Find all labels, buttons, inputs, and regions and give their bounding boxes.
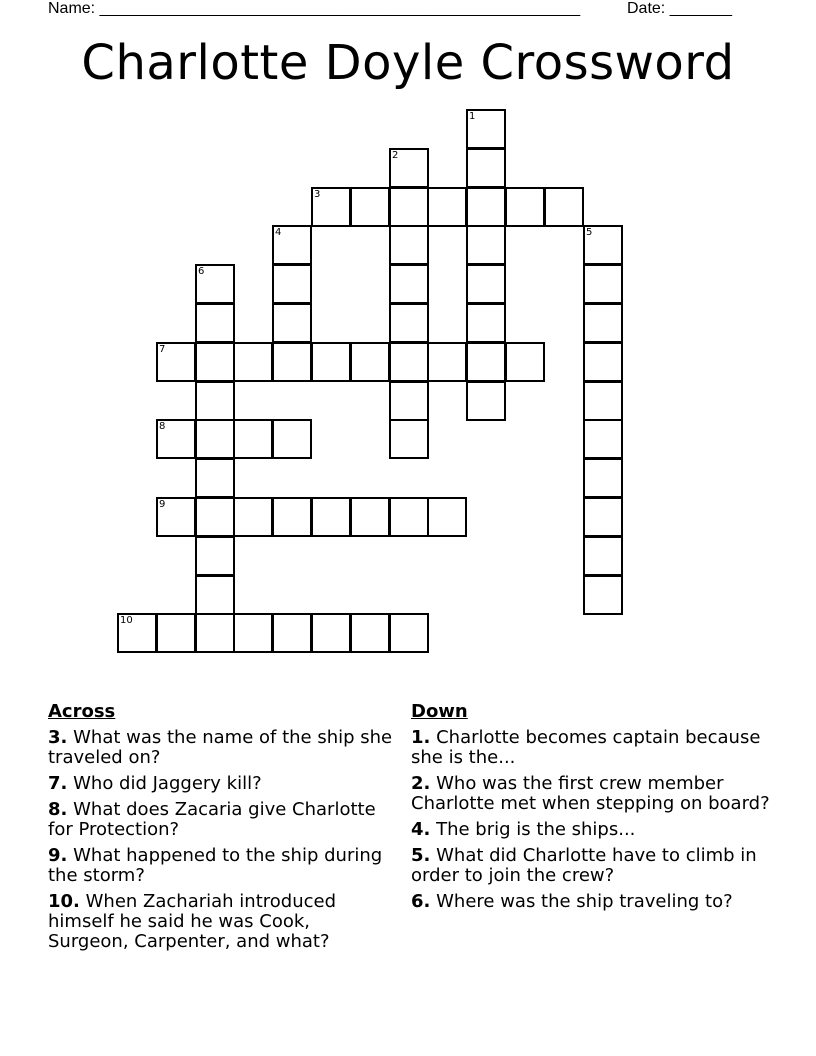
- name-field-label[interactable]: Name: ______________________________________________________: [48, 0, 581, 17]
- grid-cell[interactable]: [195, 419, 235, 459]
- grid-cell[interactable]: [156, 342, 196, 382]
- grid-cell[interactable]: [195, 497, 235, 537]
- clue-number: 6.: [411, 891, 431, 912]
- clue-text: When Zachariah introduced himself he said he was Cook, Surgeon, Carpenter, and what?: [48, 891, 337, 952]
- down-clue: [411, 846, 781, 886]
- grid-cell[interactable]: [272, 613, 312, 653]
- grid-cell[interactable]: [311, 342, 351, 382]
- grid-cell[interactable]: [583, 497, 623, 537]
- grid-cell[interactable]: [233, 419, 273, 459]
- grid-cell[interactable]: [311, 187, 351, 227]
- down-clue: [411, 820, 781, 840]
- grid-cell[interactable]: [272, 303, 312, 343]
- grid-cell[interactable]: [389, 148, 429, 188]
- clue-number-label: 7: [159, 344, 166, 355]
- clue-text: What does Zacaria give Charlotte for Protection?: [48, 799, 376, 840]
- grid-cell[interactable]: [272, 342, 312, 382]
- grid-cell[interactable]: [583, 264, 623, 304]
- clue-number: 1.: [411, 727, 431, 748]
- down-clues: [411, 702, 781, 918]
- grid-cell[interactable]: [466, 109, 506, 149]
- grid-cell[interactable]: [195, 575, 235, 615]
- grid-cell[interactable]: [583, 381, 623, 421]
- across-clue: [48, 728, 393, 768]
- clue-number-label: 1: [469, 111, 476, 122]
- grid-cell[interactable]: [195, 613, 235, 653]
- grid-cell[interactable]: [389, 342, 429, 382]
- grid-cell[interactable]: [272, 419, 312, 459]
- grid-cell[interactable]: [466, 225, 506, 265]
- clue-text: Who was the first crew member Charlotte met when stepping on board?: [411, 773, 770, 814]
- grid-cell[interactable]: [583, 342, 623, 382]
- down-clue: [411, 774, 781, 814]
- grid-cell[interactable]: [195, 264, 235, 304]
- grid-cell[interactable]: [466, 303, 506, 343]
- grid-cell[interactable]: [311, 613, 351, 653]
- grid-cell[interactable]: [466, 187, 506, 227]
- grid-cell[interactable]: [195, 342, 235, 382]
- clue-number: 2.: [411, 773, 431, 794]
- grid-cell[interactable]: [505, 187, 545, 227]
- grid-cell[interactable]: [350, 613, 390, 653]
- down-clue: [411, 892, 781, 912]
- grid-cell[interactable]: [233, 342, 273, 382]
- grid-cell[interactable]: [427, 187, 467, 227]
- grid-cell[interactable]: [195, 303, 235, 343]
- grid-cell[interactable]: [389, 187, 429, 227]
- clue-text: Who did Jaggery kill?: [73, 773, 262, 794]
- grid-cell[interactable]: [544, 187, 584, 227]
- grid-cell[interactable]: [350, 187, 390, 227]
- grid-cell[interactable]: [195, 381, 235, 421]
- clue-number-label: 2: [392, 150, 399, 161]
- clue-number: 4.: [411, 819, 431, 840]
- clue-text: What happened to the ship during the storm?: [48, 845, 383, 886]
- clue-number: 8.: [48, 799, 68, 820]
- grid-cell[interactable]: [466, 381, 506, 421]
- grid-cell[interactable]: [350, 497, 390, 537]
- clue-number: 10.: [48, 891, 80, 912]
- clue-number-label: 4: [275, 227, 282, 238]
- clue-text: What was the name of the ship she traveled on?: [48, 727, 393, 768]
- across-clue: [48, 846, 393, 886]
- grid-cell[interactable]: [466, 342, 506, 382]
- clue-number-label: 8: [159, 421, 166, 432]
- grid-cell[interactable]: [583, 225, 623, 265]
- page-title: Charlotte Doyle Crossword: [81, 35, 735, 91]
- grid-cell[interactable]: [389, 303, 429, 343]
- clue-text: Charlotte becomes captain because she is the...: [411, 727, 761, 768]
- grid-cell[interactable]: [156, 419, 196, 459]
- clue-number: 7.: [48, 773, 68, 794]
- grid-cell[interactable]: [389, 419, 429, 459]
- clue-number-label: 5: [586, 227, 593, 238]
- grid-cell[interactable]: [156, 497, 196, 537]
- grid-cell[interactable]: [233, 497, 273, 537]
- clue-text: What did Charlotte have to climb in order to join the crew?: [411, 845, 757, 886]
- clue-number-label: 9: [159, 499, 166, 510]
- across-clue: [48, 800, 393, 840]
- grid-cell[interactable]: [583, 536, 623, 576]
- grid-cell[interactable]: [583, 303, 623, 343]
- grid-cell[interactable]: [272, 497, 312, 537]
- grid-cell[interactable]: [272, 225, 312, 265]
- grid-cell[interactable]: [156, 613, 196, 653]
- date-field-label[interactable]: Date: _______: [627, 0, 732, 17]
- clue-number-label: 6: [198, 266, 205, 277]
- clue-text: The brig is the ships...: [436, 819, 636, 840]
- grid-cell[interactable]: [389, 264, 429, 304]
- down-heading: Down: [411, 701, 468, 722]
- clue-number: 5.: [411, 845, 431, 866]
- grid-cell[interactable]: [389, 613, 429, 653]
- grid-cell[interactable]: [350, 342, 390, 382]
- grid-cell[interactable]: [117, 613, 157, 653]
- grid-cell[interactable]: [272, 264, 312, 304]
- grid-cell[interactable]: [233, 613, 273, 653]
- grid-cell[interactable]: [311, 497, 351, 537]
- grid-cell[interactable]: [583, 458, 623, 498]
- clue-number: 9.: [48, 845, 68, 866]
- across-clue: [48, 774, 393, 794]
- across-clue: [48, 892, 393, 952]
- clue-number-label: 3: [314, 189, 321, 200]
- across-clues: [48, 702, 393, 958]
- grid-cell[interactable]: [389, 497, 429, 537]
- grid-cell[interactable]: [583, 419, 623, 459]
- down-clue: [411, 728, 781, 768]
- clue-number: 3.: [48, 727, 68, 748]
- grid-cell[interactable]: [466, 264, 506, 304]
- grid-cell[interactable]: [195, 536, 235, 576]
- across-heading: Across: [48, 701, 116, 722]
- grid-cell[interactable]: [505, 342, 545, 382]
- grid-cell[interactable]: [427, 342, 467, 382]
- grid-cell[interactable]: [389, 225, 429, 265]
- grid-cell[interactable]: [583, 575, 623, 615]
- grid-cell[interactable]: [389, 381, 429, 421]
- grid-cell[interactable]: [466, 148, 506, 188]
- clue-number-label: 10: [120, 615, 133, 626]
- grid-cell[interactable]: [195, 458, 235, 498]
- clue-text: Where was the ship traveling to?: [436, 891, 733, 912]
- grid-cell[interactable]: [427, 497, 467, 537]
